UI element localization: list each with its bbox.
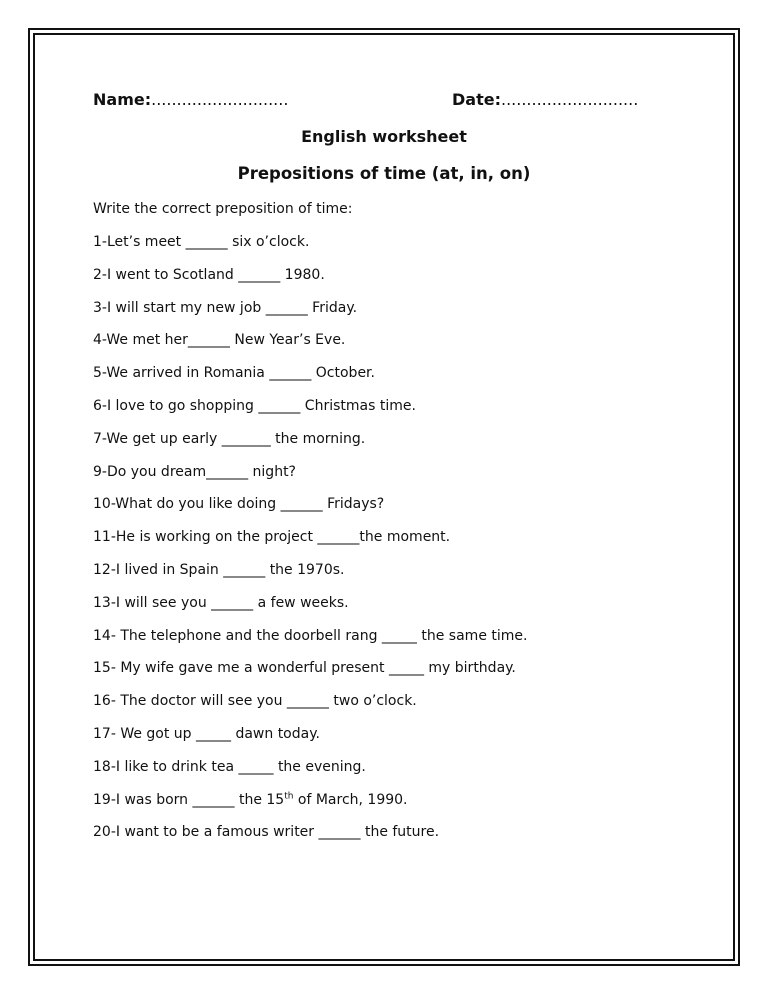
question-item: 9-Do you dream______ night?: [93, 463, 296, 480]
question-item: 7-We get up early _______ the morning.: [93, 430, 366, 447]
instruction-text: Write the correct preposition of time:: [93, 201, 353, 217]
question-item: 15- My wife gave me a wonderful present _____ my birthday.: [93, 660, 516, 677]
question-item: 14- The telephone and the doorbell rang _____ the same time.: [93, 627, 528, 644]
question-item: 4-We met her______ New Year’s Eve.: [93, 332, 346, 349]
name-dots: ...........................: [151, 90, 289, 109]
question-item: 13-I will see you ______ a few weeks.: [93, 594, 349, 611]
question-item: [93, 790, 527, 823]
question-item: 12-I lived in Spain ______ the 1970s.: [93, 561, 345, 578]
question-item: 2-I went to Scotland ______ 1980.: [93, 266, 325, 283]
ordinal-suffix: th: [284, 790, 294, 801]
question-item: 1-Let’s meet ______ six o’clock.: [93, 234, 310, 250]
date-dots: ...........................: [500, 90, 639, 109]
date-field: [452, 90, 638, 109]
question-text-after: of March, 1990.: [293, 791, 408, 808]
question-item: 3-I will start my new job ______ Friday.: [93, 299, 358, 316]
question-item: 10-What do you like doing ______ Fridays?: [93, 496, 385, 513]
question-item: 6-I love to go shopping ______ Christmas time.: [93, 397, 416, 414]
question-item: 20-I want to be a famous writer ______ the future.: [93, 824, 440, 841]
question-text-before: 19-I was born ______ the 15: [93, 791, 285, 808]
worksheet-subtitle: Prepositions of time (at, in, on): [237, 164, 531, 183]
question-item: 11-He is working on the project ______the moment.: [93, 529, 451, 546]
question-list: [93, 232, 527, 855]
question-item: 16- The doctor will see you ______ two o’clock.: [93, 693, 417, 710]
question-item: 17- We got up _____ dawn today.: [93, 725, 320, 742]
name-field: [93, 90, 288, 109]
date-label: Date:: [452, 90, 501, 109]
name-label: Name:: [93, 90, 152, 109]
header-row: [93, 90, 693, 114]
question-item: 5-We arrived in Romania ______ October.: [93, 365, 375, 382]
question-item: 18-I like to drink tea _____ the evening.: [93, 758, 366, 775]
worksheet-title: English worksheet: [301, 127, 467, 146]
